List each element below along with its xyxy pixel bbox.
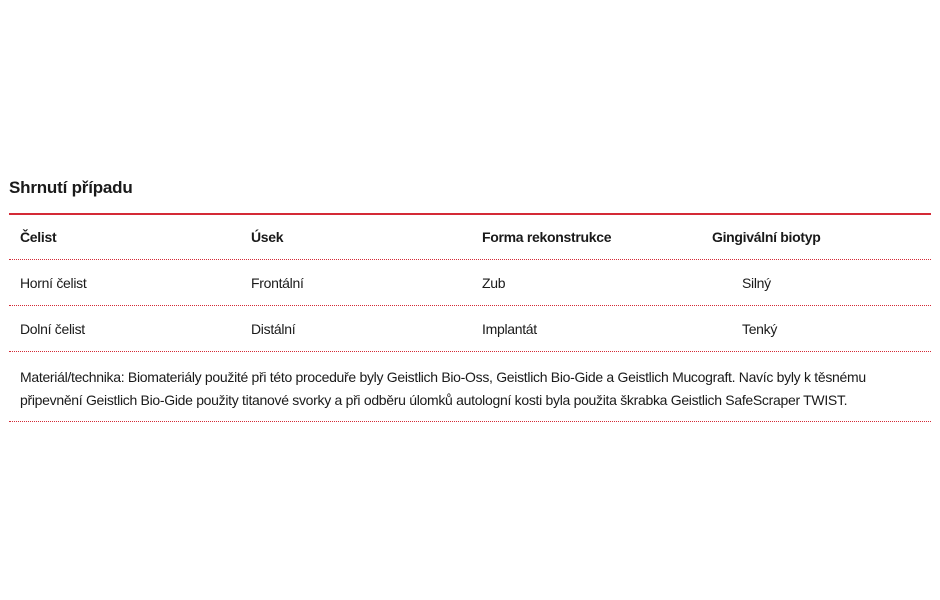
- column-header-reconstruction: Forma rekonstrukce: [482, 229, 612, 245]
- cell-reconstruction: Implantát: [482, 320, 537, 337]
- table-row: [9, 260, 931, 306]
- cell-biotype: Silný: [742, 274, 771, 291]
- table-header-row: [9, 215, 931, 260]
- table-row: [9, 306, 931, 352]
- case-summary: [9, 175, 931, 422]
- cell-jaw: Dolní čelist: [20, 320, 85, 337]
- cell-region: Frontální: [251, 274, 304, 291]
- cell-biotype: Tenký: [742, 320, 778, 337]
- column-header-jaw: Čelist: [20, 229, 57, 245]
- column-header-biotype: Gingivální biotyp: [712, 229, 821, 245]
- cell-region: Distální: [251, 320, 296, 337]
- cell-jaw: Horní čelist: [20, 274, 87, 291]
- column-header-region: Úsek: [251, 229, 284, 245]
- summary-title: Shrnutí případu: [9, 178, 133, 197]
- cell-reconstruction: Zub: [482, 274, 506, 291]
- materials-note: Materiál/technika: Biomateriály použité při této proceduře byly Geistlich Bio-Oss, Geistlich Bio-Gide a Geistlich Mucograft. Navíc byly k těsnému připevnění Geistlich Bio-Gide použity titanové svorky a při odběru úlomků autologní kosti byla použita škrabka Geistlich SafeScraper TWIST.: [9, 352, 931, 422]
